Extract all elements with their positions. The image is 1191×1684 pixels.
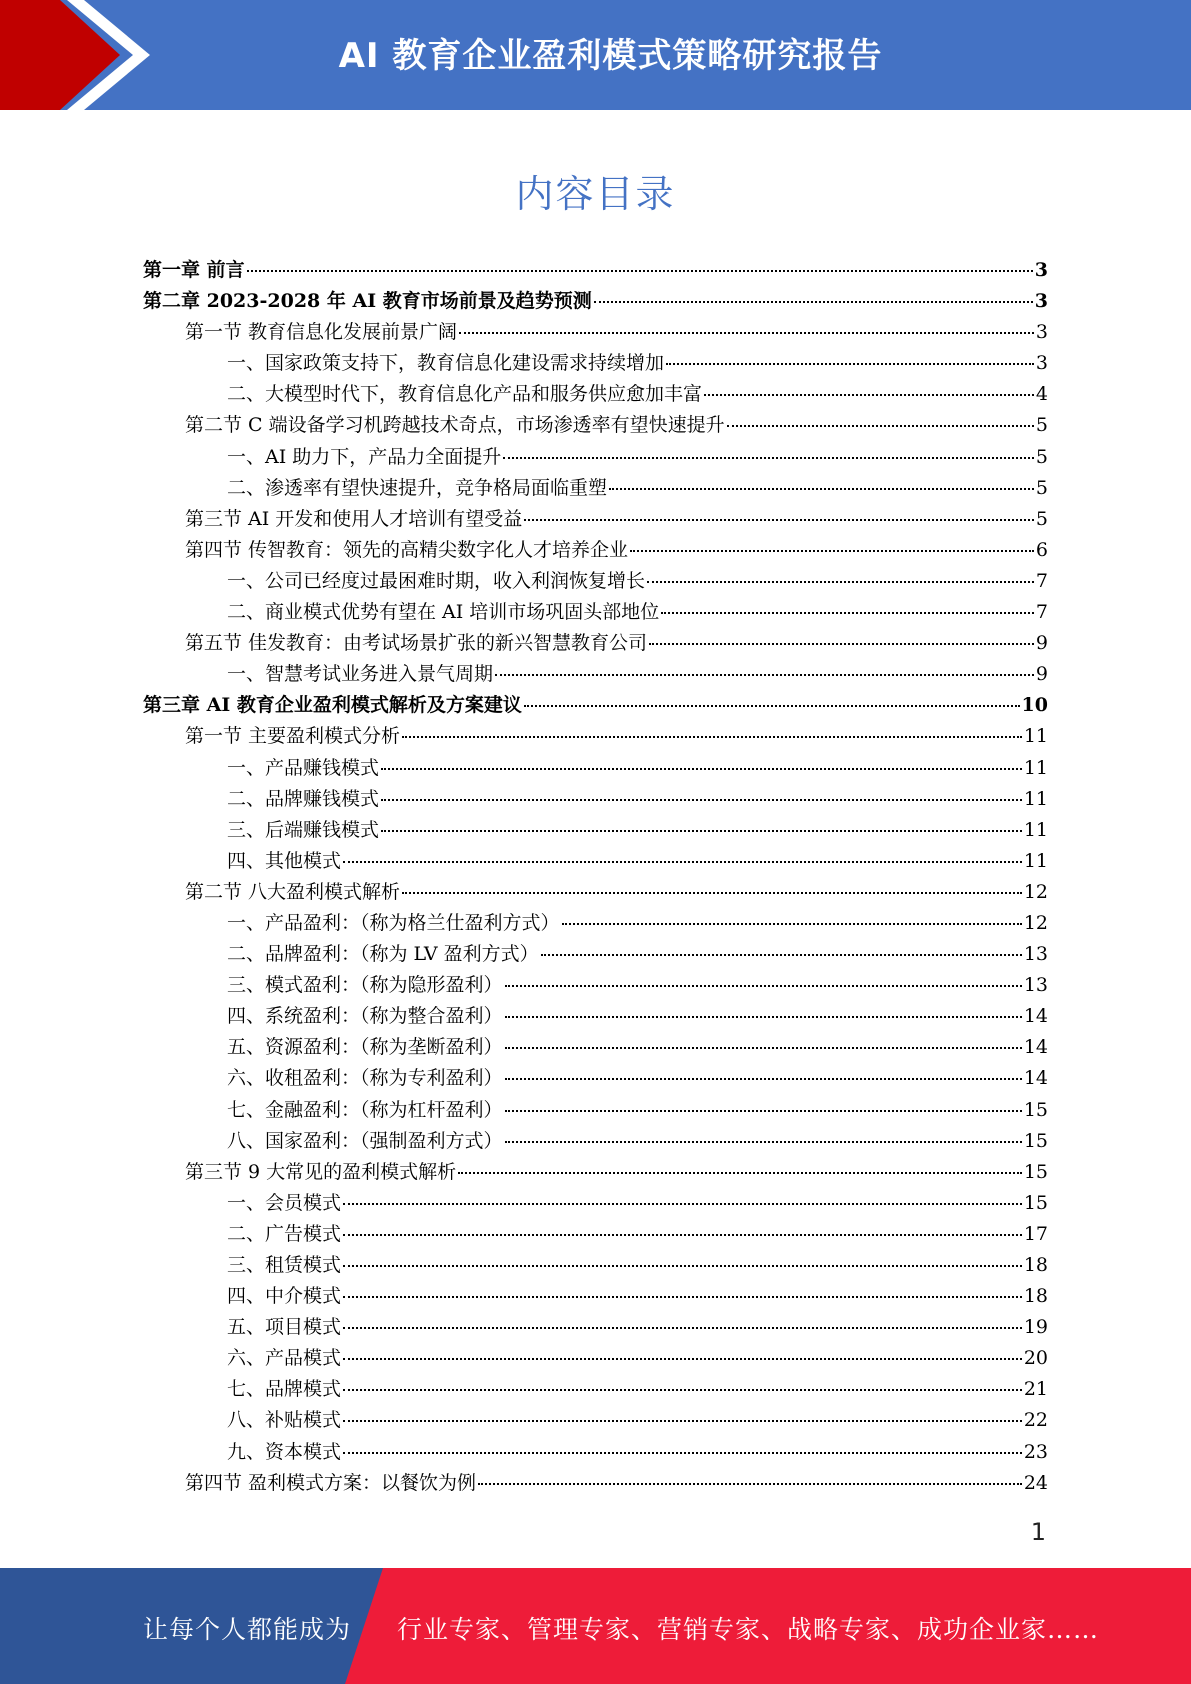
toc-leader-dots — [704, 394, 1034, 396]
report-footer — [0, 1568, 1191, 1684]
toc-entry-page: 5 — [1035, 476, 1048, 499]
toc-entry-title: 一、产品赚钱模式 — [227, 756, 380, 779]
toc-leader-dots — [495, 674, 1034, 676]
toc-heading: 内容目录 — [515, 172, 676, 216]
toc-entry[interactable] — [143, 1343, 1048, 1374]
toc-entry-page: 24 — [1023, 1471, 1048, 1494]
toc-entry[interactable] — [143, 1188, 1048, 1219]
toc-entry-page: 3 — [1034, 290, 1048, 313]
toc-entry-page: 13 — [1023, 943, 1048, 966]
toc-entry-title: 七、品牌模式 — [227, 1378, 342, 1401]
toc-entry[interactable] — [143, 659, 1048, 690]
toc-leader-dots — [343, 1420, 1022, 1422]
toc-entry-title: 五、资源盈利：（称为垄断盈利） — [227, 1036, 503, 1059]
toc-entry-title: 第四节 盈利模式方案：以餐饮为例 — [185, 1471, 477, 1494]
toc-leader-dots — [505, 1141, 1022, 1143]
toc-entry[interactable] — [143, 286, 1048, 317]
toc-entry[interactable] — [143, 317, 1048, 348]
toc-entry-page: 21 — [1023, 1378, 1048, 1401]
toc-entry-page: 22 — [1023, 1409, 1048, 1432]
page-number: 1 — [1030, 1518, 1046, 1546]
toc-entry-title: 第五节 佳发教育：由考试场景扩张的新兴智慧教育公司 — [185, 632, 648, 655]
toc-leader-dots — [647, 581, 1034, 583]
toc-leader-dots — [666, 363, 1034, 365]
toc-entry[interactable] — [143, 1001, 1048, 1032]
toc-entry-page: 18 — [1023, 1285, 1048, 1308]
toc-entry[interactable] — [143, 970, 1048, 1001]
report-title: AI 教育企业盈利模式策略研究报告 — [338, 36, 883, 76]
footer-slogan-right: 行业专家、管理专家、营销专家、战略专家、成功企业家…… — [397, 1615, 1100, 1644]
toc-entry-page: 5 — [1035, 414, 1048, 437]
toc-entry-title: 七、金融盈利：（称为杠杆盈利） — [227, 1098, 503, 1121]
toc-entry-title: 二、渗透率有望快速提升，竞争格局面临重塑 — [227, 476, 608, 499]
toc-leader-dots — [630, 550, 1034, 552]
toc-entry-title: 第二节 八大盈利模式解析 — [185, 880, 401, 903]
toc-entry-title: 三、模式盈利：（称为隐形盈利） — [227, 974, 503, 997]
toc-entry-page: 15 — [1023, 1191, 1048, 1214]
toc-entry[interactable] — [143, 721, 1048, 752]
toc-entry-page: 4 — [1035, 383, 1048, 406]
toc-entry-page: 3 — [1035, 352, 1048, 375]
toc-entry[interactable] — [143, 442, 1048, 473]
toc-entry-title: 一、AI 助力下，产品力全面提升 — [227, 445, 502, 468]
toc-entry-page: 11 — [1023, 787, 1048, 810]
toc-entry-page: 11 — [1023, 756, 1048, 779]
toc-leader-dots — [505, 1047, 1022, 1049]
toc-entry-page: 9 — [1035, 663, 1048, 686]
toc-entry-title: 第一节 主要盈利模式分析 — [185, 725, 401, 748]
toc-entry[interactable] — [143, 1405, 1048, 1436]
toc-entry-page: 14 — [1023, 1005, 1048, 1028]
toc-entry-page: 12 — [1023, 880, 1048, 903]
toc-entry-title: 六、收租盈利：（称为专利盈利） — [227, 1067, 503, 1090]
toc-entry-title: 第一章 前言 — [143, 259, 245, 281]
toc-entry-page: 7 — [1035, 569, 1048, 592]
toc-leader-dots — [503, 457, 1034, 459]
toc-entry-page: 15 — [1023, 1160, 1048, 1183]
toc-leader-dots — [524, 519, 1034, 521]
toc-entry-page: 15 — [1023, 1129, 1048, 1152]
toc-leader-dots — [524, 705, 1020, 707]
toc-entry[interactable] — [143, 846, 1048, 877]
toc-entry[interactable] — [143, 939, 1048, 970]
toc-entry-title: 第二章 2023-2028 年 AI 教育市场前景及趋势预测 — [143, 290, 592, 313]
toc-entry-title: 八、国家盈利：（强制盈利方式） — [227, 1129, 503, 1152]
toc-entry-page: 17 — [1023, 1222, 1048, 1245]
toc-leader-dots — [381, 830, 1022, 832]
toc-entry-page: 14 — [1023, 1067, 1048, 1090]
toc-entry[interactable] — [143, 410, 1048, 441]
toc-entry-page: 11 — [1023, 725, 1048, 748]
toc-entry[interactable] — [143, 1468, 1048, 1499]
toc-leader-dots — [343, 1327, 1022, 1329]
toc-entry-title: 二、品牌盈利：（称为 LV 盈利方式） — [227, 943, 539, 966]
toc-leader-dots — [343, 1203, 1022, 1205]
toc-entry-title: 四、其他模式 — [227, 849, 342, 872]
toc-leader-dots — [562, 923, 1022, 925]
footer-slogan-left: 让每个人都能成为 — [143, 1615, 352, 1644]
toc-entry[interactable] — [143, 784, 1048, 815]
toc-entry-page: 23 — [1023, 1440, 1048, 1463]
toc-entry-title: 一、会员模式 — [227, 1191, 342, 1214]
toc-entry[interactable] — [143, 1374, 1048, 1405]
toc-entry[interactable] — [143, 1281, 1048, 1312]
toc-entry-page: 20 — [1023, 1347, 1048, 1370]
toc-entry-title: 三、租赁模式 — [227, 1254, 342, 1276]
toc-leader-dots — [247, 270, 1033, 272]
toc-entry-title: 第三节 AI 开发和使用人才培训有望受益 — [185, 507, 523, 530]
toc-entry[interactable] — [143, 566, 1048, 597]
toc-entry-title: 一、智慧考试业务进入景气周期 — [227, 663, 494, 686]
toc-entry-title: 二、广告模式 — [227, 1222, 342, 1245]
toc-entry[interactable] — [143, 628, 1048, 659]
toc-entry[interactable] — [143, 1157, 1048, 1188]
toc-entry-title: 二、品牌赚钱模式 — [227, 787, 380, 810]
toc-entry[interactable] — [143, 1126, 1048, 1157]
toc-entry-title: 四、系统盈利：（称为整合盈利） — [227, 1005, 503, 1028]
toc-entry-page: 3 — [1035, 321, 1048, 344]
toc-leader-dots — [459, 332, 1034, 334]
toc-entry[interactable] — [143, 908, 1048, 939]
toc-entry-title: 二、商业模式优势有望在 AI 培训市场巩固头部地位 — [227, 601, 660, 624]
toc-leader-dots — [343, 1265, 1022, 1267]
toc-entry-page: 13 — [1023, 974, 1048, 997]
toc-entry-title: 第一节 教育信息化发展前景广阔 — [185, 321, 458, 344]
toc-entry[interactable] — [143, 379, 1048, 410]
toc-leader-dots — [661, 612, 1034, 614]
toc-leader-dots — [343, 861, 1022, 863]
toc-entry-page: 11 — [1023, 849, 1048, 872]
toc-leader-dots — [343, 1358, 1022, 1360]
toc-entry[interactable] — [143, 690, 1048, 721]
toc-entry-title: 第四节 传智教育：领先的高精尖数字化人才培养企业 — [185, 538, 629, 561]
toc-leader-dots — [505, 1078, 1022, 1080]
toc-entry-page: 6 — [1035, 538, 1048, 561]
toc-leader-dots — [649, 643, 1034, 645]
toc-entry[interactable] — [143, 1063, 1048, 1094]
toc-leader-dots — [727, 425, 1034, 427]
toc-entry-page: 14 — [1023, 1036, 1048, 1059]
toc-entry-page: 3 — [1034, 259, 1048, 281]
toc-leader-dots — [343, 1296, 1022, 1298]
report-header — [0, 0, 1191, 110]
toc-entry-title: 六、产品模式 — [227, 1347, 342, 1370]
toc-entry[interactable] — [143, 1437, 1048, 1468]
toc-entry-title: 第二节 C 端设备学习机跨越技术奇点，市场渗透率有望快速提升 — [185, 414, 725, 437]
toc-entry-page: 15 — [1023, 1098, 1048, 1121]
toc-entry-title: 第三章 AI 教育企业盈利模式解析及方案建议 — [143, 694, 522, 717]
toc-entry[interactable] — [143, 877, 1048, 908]
toc-entry-title: 第三节 9 大常见的盈利模式解析 — [185, 1160, 457, 1183]
toc-entry[interactable] — [143, 1095, 1048, 1126]
toc-leader-dots — [458, 1172, 1022, 1174]
toc-entry[interactable] — [143, 1032, 1048, 1063]
toc-entry[interactable] — [143, 597, 1048, 628]
table-of-contents — [143, 255, 1048, 1499]
toc-leader-dots — [505, 1016, 1022, 1018]
toc-entry-title: 五、项目模式 — [227, 1316, 342, 1339]
toc-leader-dots — [381, 768, 1022, 770]
toc-entry-page: 5 — [1035, 507, 1048, 530]
toc-leader-dots — [343, 1389, 1022, 1391]
toc-entry-title: 二、大模型时代下，教育信息化产品和服务供应愈加丰富 — [227, 383, 703, 406]
toc-leader-dots — [609, 488, 1034, 490]
toc-entry-title: 八、补贴模式 — [227, 1409, 342, 1432]
toc-leader-dots — [505, 1110, 1022, 1112]
toc-entry-page: 18 — [1023, 1254, 1048, 1276]
toc-entry-page: 19 — [1023, 1316, 1048, 1339]
toc-entry-page: 11 — [1023, 818, 1048, 841]
toc-leader-dots — [402, 892, 1022, 894]
toc-entry[interactable] — [143, 473, 1048, 504]
toc-entry-page: 10 — [1021, 694, 1048, 717]
toc-entry-title: 一、产品盈利：（称为格兰仕盈利方式） — [227, 911, 560, 934]
toc-entry[interactable] — [143, 1312, 1048, 1343]
toc-entry-page: 9 — [1035, 632, 1048, 655]
toc-leader-dots — [343, 1234, 1022, 1236]
toc-entry-page: 7 — [1035, 601, 1048, 624]
toc-entry-title: 四、中介模式 — [227, 1285, 342, 1308]
toc-entry[interactable] — [143, 1250, 1048, 1281]
toc-entry[interactable] — [143, 815, 1048, 846]
toc-entry[interactable] — [143, 535, 1048, 566]
toc-entry[interactable] — [143, 348, 1048, 379]
toc-entry-title: 一、公司已经度过最困难时期，收入利润恢复增长 — [227, 569, 646, 592]
toc-leader-dots — [402, 736, 1022, 738]
toc-entry-title: 三、后端赚钱模式 — [227, 818, 380, 841]
toc-entry-title: 九、资本模式 — [227, 1440, 342, 1463]
toc-leader-dots — [478, 1483, 1022, 1485]
toc-entry-title: 一、国家政策支持下，教育信息化建设需求持续增加 — [227, 352, 665, 375]
toc-entry[interactable] — [143, 255, 1048, 286]
toc-entry-page: 5 — [1035, 445, 1048, 468]
toc-entry[interactable] — [143, 504, 1048, 535]
toc-entry-page: 12 — [1023, 911, 1048, 934]
toc-leader-dots — [505, 985, 1022, 987]
toc-leader-dots — [594, 301, 1033, 303]
toc-entry[interactable] — [143, 753, 1048, 784]
toc-leader-dots — [541, 954, 1022, 956]
toc-entry[interactable] — [143, 1219, 1048, 1250]
toc-leader-dots — [343, 1452, 1022, 1454]
toc-leader-dots — [381, 799, 1022, 801]
